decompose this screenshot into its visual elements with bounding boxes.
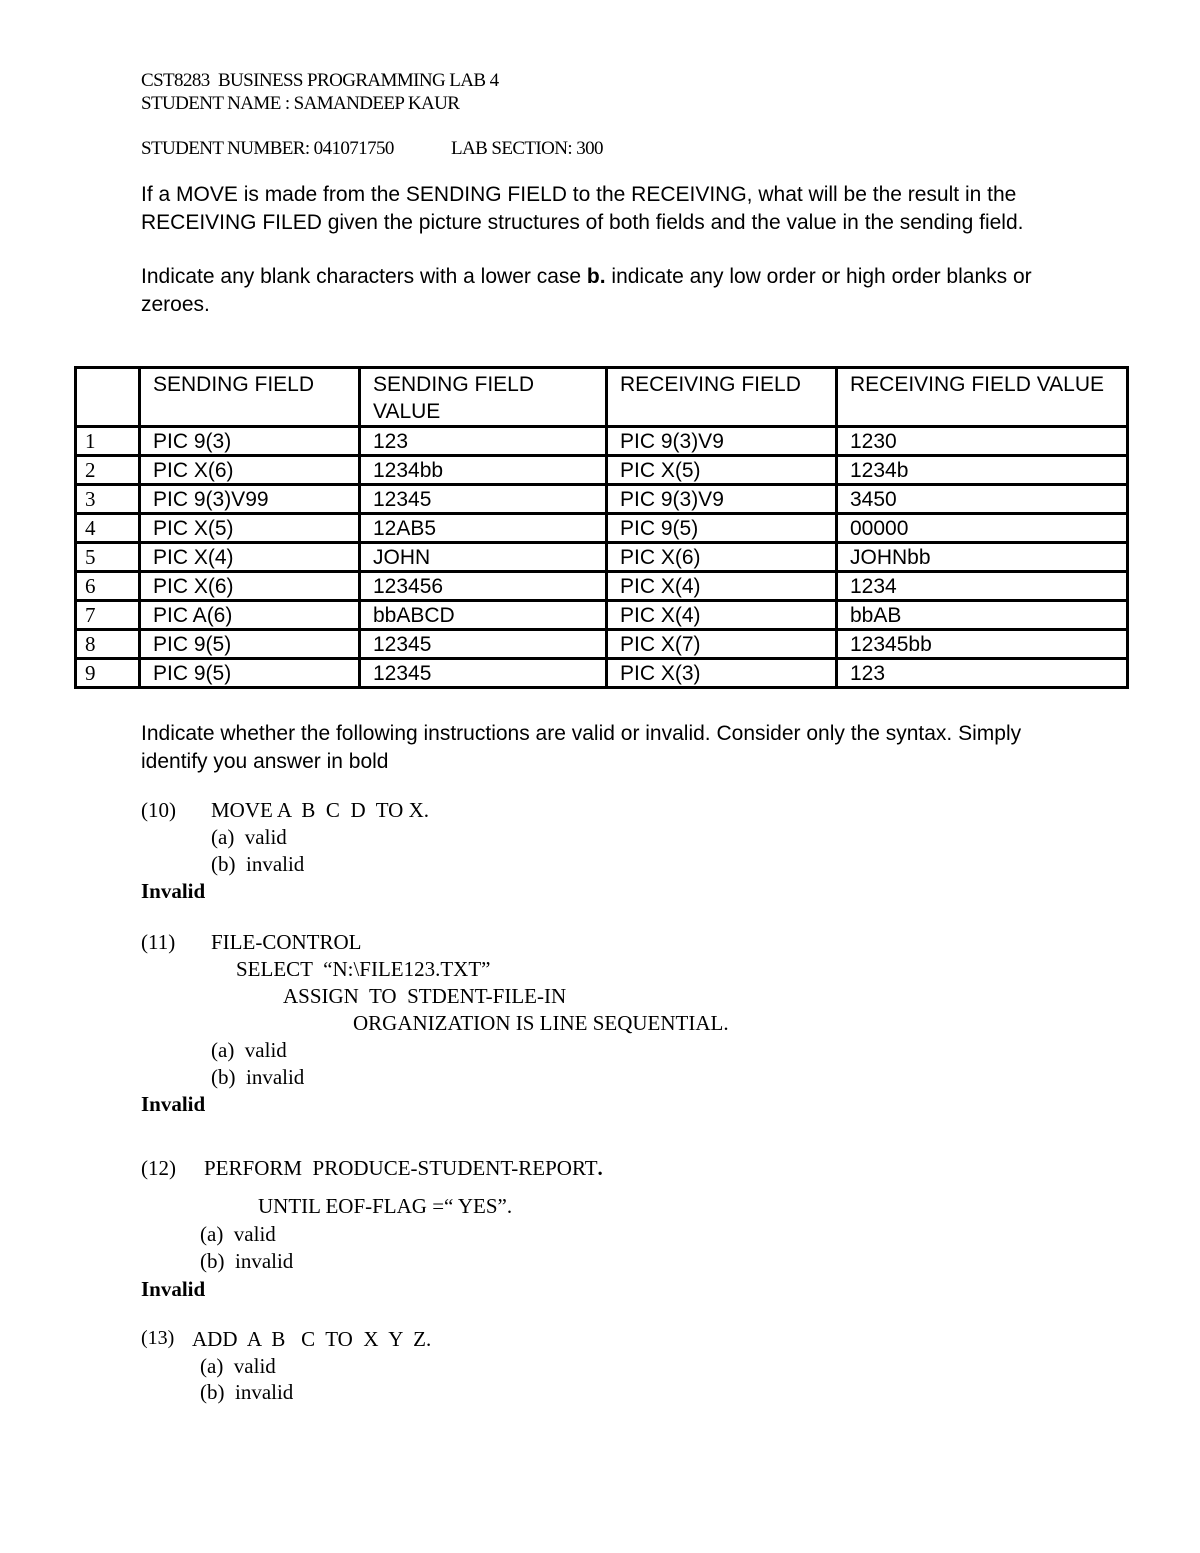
table-cell: PIC X(7) — [607, 630, 837, 659]
q10-code: MOVE A B C D TO X. — [211, 798, 430, 822]
table-cell: 1230 — [837, 427, 1128, 456]
q11-option-b: (b) invalid — [211, 1065, 305, 1089]
q11-code-line3: ASSIGN TO STDENT-FILE-IN — [283, 984, 567, 1008]
table-cell: 123 — [360, 427, 607, 456]
course-title: CST8283 BUSINESS PROGRAMMING LAB 4 — [141, 70, 499, 91]
table-row — [76, 659, 1128, 688]
intro-note-pre: Indicate any blank characters with a lower case — [141, 265, 587, 288]
q12-answer: Invalid — [141, 1277, 206, 1301]
table-cell: PIC X(4) — [607, 572, 837, 601]
table-cell: PIC X(4) — [140, 543, 360, 572]
row-number: 2 — [76, 456, 140, 485]
intro-note-bold: b. — [586, 265, 606, 288]
table-cell: bbAB — [837, 601, 1128, 630]
table-cell: PIC 9(5) — [607, 514, 837, 543]
table-header-cell: RECEIVING FIELD VALUE — [837, 368, 1128, 427]
q12-code-line1 — [204, 1156, 603, 1181]
table-cell: 12AB5 — [360, 514, 607, 543]
table-row — [76, 543, 1128, 572]
q11-answer: Invalid — [141, 1092, 206, 1116]
row-number: 9 — [76, 659, 140, 688]
table-cell: 3450 — [837, 485, 1128, 514]
q10-option-a: (a) valid — [211, 825, 287, 849]
table-cell: JOHNbb — [837, 543, 1128, 572]
lab-section: LAB SECTION: 300 — [451, 138, 603, 159]
student-name: STUDENT NAME : SAMANDEEP KAUR — [141, 93, 460, 114]
table-cell: PIC X(3) — [607, 659, 837, 688]
q12-number: (12) — [141, 1156, 176, 1180]
table-header-cell: SENDING FIELD VALUE — [360, 368, 607, 427]
move-results-table — [74, 366, 1129, 689]
table-cell: 123 — [837, 659, 1128, 688]
table-cell: 12345 — [360, 485, 607, 514]
table-cell: PIC X(6) — [140, 456, 360, 485]
table-cell: 1234bb — [360, 456, 607, 485]
table-cell: 12345 — [360, 630, 607, 659]
q13-code: ADD A B C TO X Y Z. — [192, 1327, 432, 1351]
q11-option-a: (a) valid — [211, 1038, 287, 1062]
table-cell: PIC 9(5) — [140, 659, 360, 688]
row-number: 6 — [76, 572, 140, 601]
row-number: 7 — [76, 601, 140, 630]
table-cell: PIC X(6) — [140, 572, 360, 601]
table-row — [76, 572, 1128, 601]
table-cell: 123456 — [360, 572, 607, 601]
table-cell: PIC X(5) — [607, 456, 837, 485]
q12-code-dot: . — [597, 1156, 603, 1180]
q12-code-text: PERFORM PRODUCE-STUDENT-REPORT — [204, 1156, 598, 1180]
table-header-cell: RECEIVING FIELD — [607, 368, 837, 427]
table-cell: PIC X(4) — [607, 601, 837, 630]
q12-code-line2: UNTIL EOF-FLAG =“ YES”. — [258, 1194, 513, 1218]
intro-note-post: indicate any low order or high order blanks or zeroes. — [141, 265, 1032, 316]
table-cell: JOHN — [360, 543, 607, 572]
q10-number: (10) — [141, 798, 176, 822]
table-header-row — [76, 368, 1128, 427]
table-cell: 12345bb — [837, 630, 1128, 659]
q11-code-line4: ORGANIZATION IS LINE SEQUENTIAL. — [353, 1011, 729, 1035]
table-cell: 1234 — [837, 572, 1128, 601]
table-header-cell — [76, 368, 140, 427]
q13-option-b: (b) invalid — [200, 1380, 294, 1404]
table-cell: PIC A(6) — [140, 601, 360, 630]
table-row — [76, 601, 1128, 630]
table-header-cell: SENDING FIELD — [140, 368, 360, 427]
table-row — [76, 514, 1128, 543]
student-number: STUDENT NUMBER: 041071750 — [141, 138, 394, 159]
q11-number: (11) — [141, 930, 176, 954]
table-cell: PIC 9(3)V9 — [607, 485, 837, 514]
table-row — [76, 485, 1128, 514]
q13-option-a: (a) valid — [200, 1354, 276, 1378]
intro-paragraph: If a MOVE is made from the SENDING FIELD to the RECEIVING, what will be the result in the RECEIVING FILED given the picture structures of both fields and the value in the sending field. — [141, 183, 1024, 234]
intro-note — [141, 263, 1071, 318]
table-cell: PIC X(6) — [607, 543, 837, 572]
q12-option-a: (a) valid — [200, 1222, 276, 1246]
q11-code-line2: SELECT “N:\FILE123.TXT” — [236, 957, 491, 981]
table-cell: PIC 9(3) — [140, 427, 360, 456]
row-number: 5 — [76, 543, 140, 572]
table-row — [76, 630, 1128, 659]
q10-option-b: (b) invalid — [211, 852, 305, 876]
row-number: 4 — [76, 514, 140, 543]
table-cell: PIC 9(3)V99 — [140, 485, 360, 514]
table-cell: PIC X(5) — [140, 514, 360, 543]
q12-option-b: (b) invalid — [200, 1249, 294, 1273]
q10-answer: Invalid — [141, 879, 206, 903]
q13-number: (13) — [141, 1327, 175, 1349]
row-number: 1 — [76, 427, 140, 456]
q11-code-line1: FILE-CONTROL — [211, 930, 362, 954]
table-cell: 1234b — [837, 456, 1128, 485]
table-cell: 00000 — [837, 514, 1128, 543]
table-cell: 12345 — [360, 659, 607, 688]
table-cell: PIC 9(5) — [140, 630, 360, 659]
row-number: 8 — [76, 630, 140, 659]
table-cell: PIC 9(3)V9 — [607, 427, 837, 456]
row-number: 3 — [76, 485, 140, 514]
section2-instruction: Indicate whether the following instructions are valid or invalid. Consider only the syntax. Simply identify you answer in bold — [141, 722, 1022, 773]
table-row — [76, 456, 1128, 485]
table-cell: bbABCD — [360, 601, 607, 630]
table-row — [76, 427, 1128, 456]
